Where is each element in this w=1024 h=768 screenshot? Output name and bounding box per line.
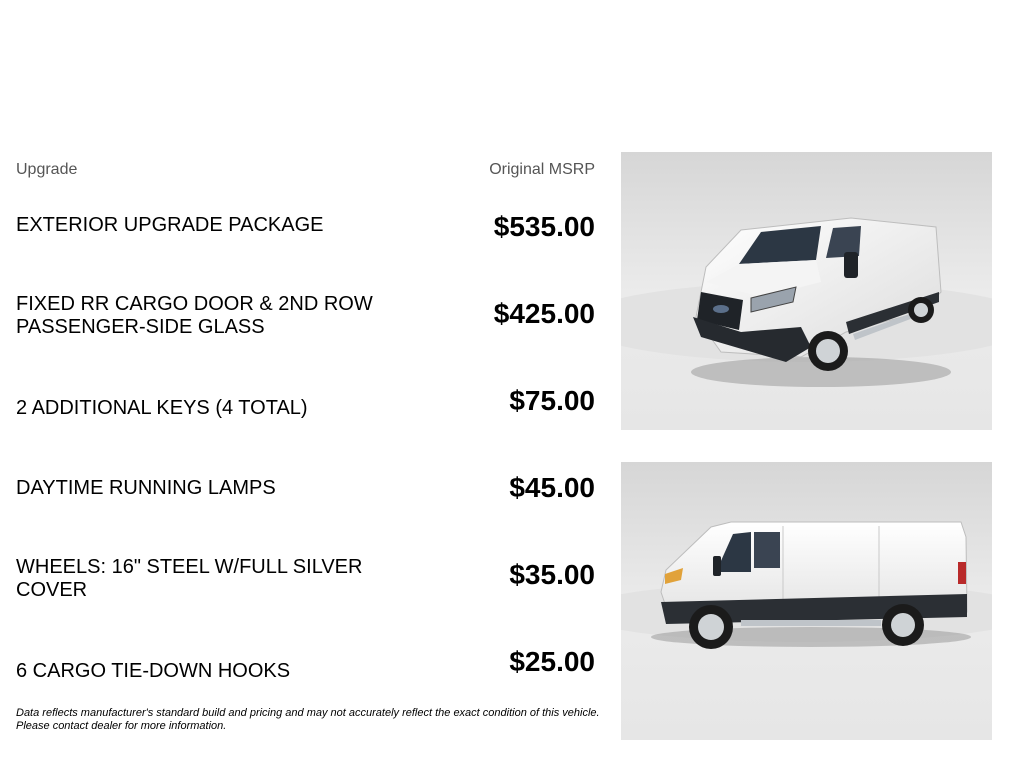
upgrade-name: EXTERIOR UPGRADE PACKAGE xyxy=(16,214,324,236)
upgrade-name: 6 CARGO TIE-DOWN HOOKS xyxy=(16,660,291,682)
van-front-photo xyxy=(621,152,992,430)
upgrade-price: $35.00 xyxy=(509,559,595,590)
upgrade-price: $25.00 xyxy=(509,646,595,677)
upgrade-column-header: Upgrade xyxy=(16,161,78,178)
upgrade-name: FIXED RR CARGO DOOR & 2ND ROW PASSENGER-SIDE GLASS xyxy=(16,293,373,338)
upgrade-price: $75.00 xyxy=(509,385,595,416)
upgrade-price: $425.00 xyxy=(493,298,595,329)
upgrade-price: $45.00 xyxy=(509,472,595,503)
disclaimer-text: Data reflects manufacturer's standard build and pricing and may not accurately reflect the exact condition of this vehicle. Please contact dealer for more information. xyxy=(16,707,600,732)
upgrade-name: 2 ADDITIONAL KEYS (4 TOTAL) xyxy=(16,397,308,419)
msrp-column-header: Original MSRP xyxy=(489,161,595,178)
van-side-photo xyxy=(621,462,992,740)
upgrade-name: WHEELS: 16" STEEL W/FULL SILVER COVER xyxy=(16,556,363,601)
upgrade-name: DAYTIME RUNNING LAMPS xyxy=(16,477,276,499)
upgrade-price: $535.00 xyxy=(493,211,595,242)
